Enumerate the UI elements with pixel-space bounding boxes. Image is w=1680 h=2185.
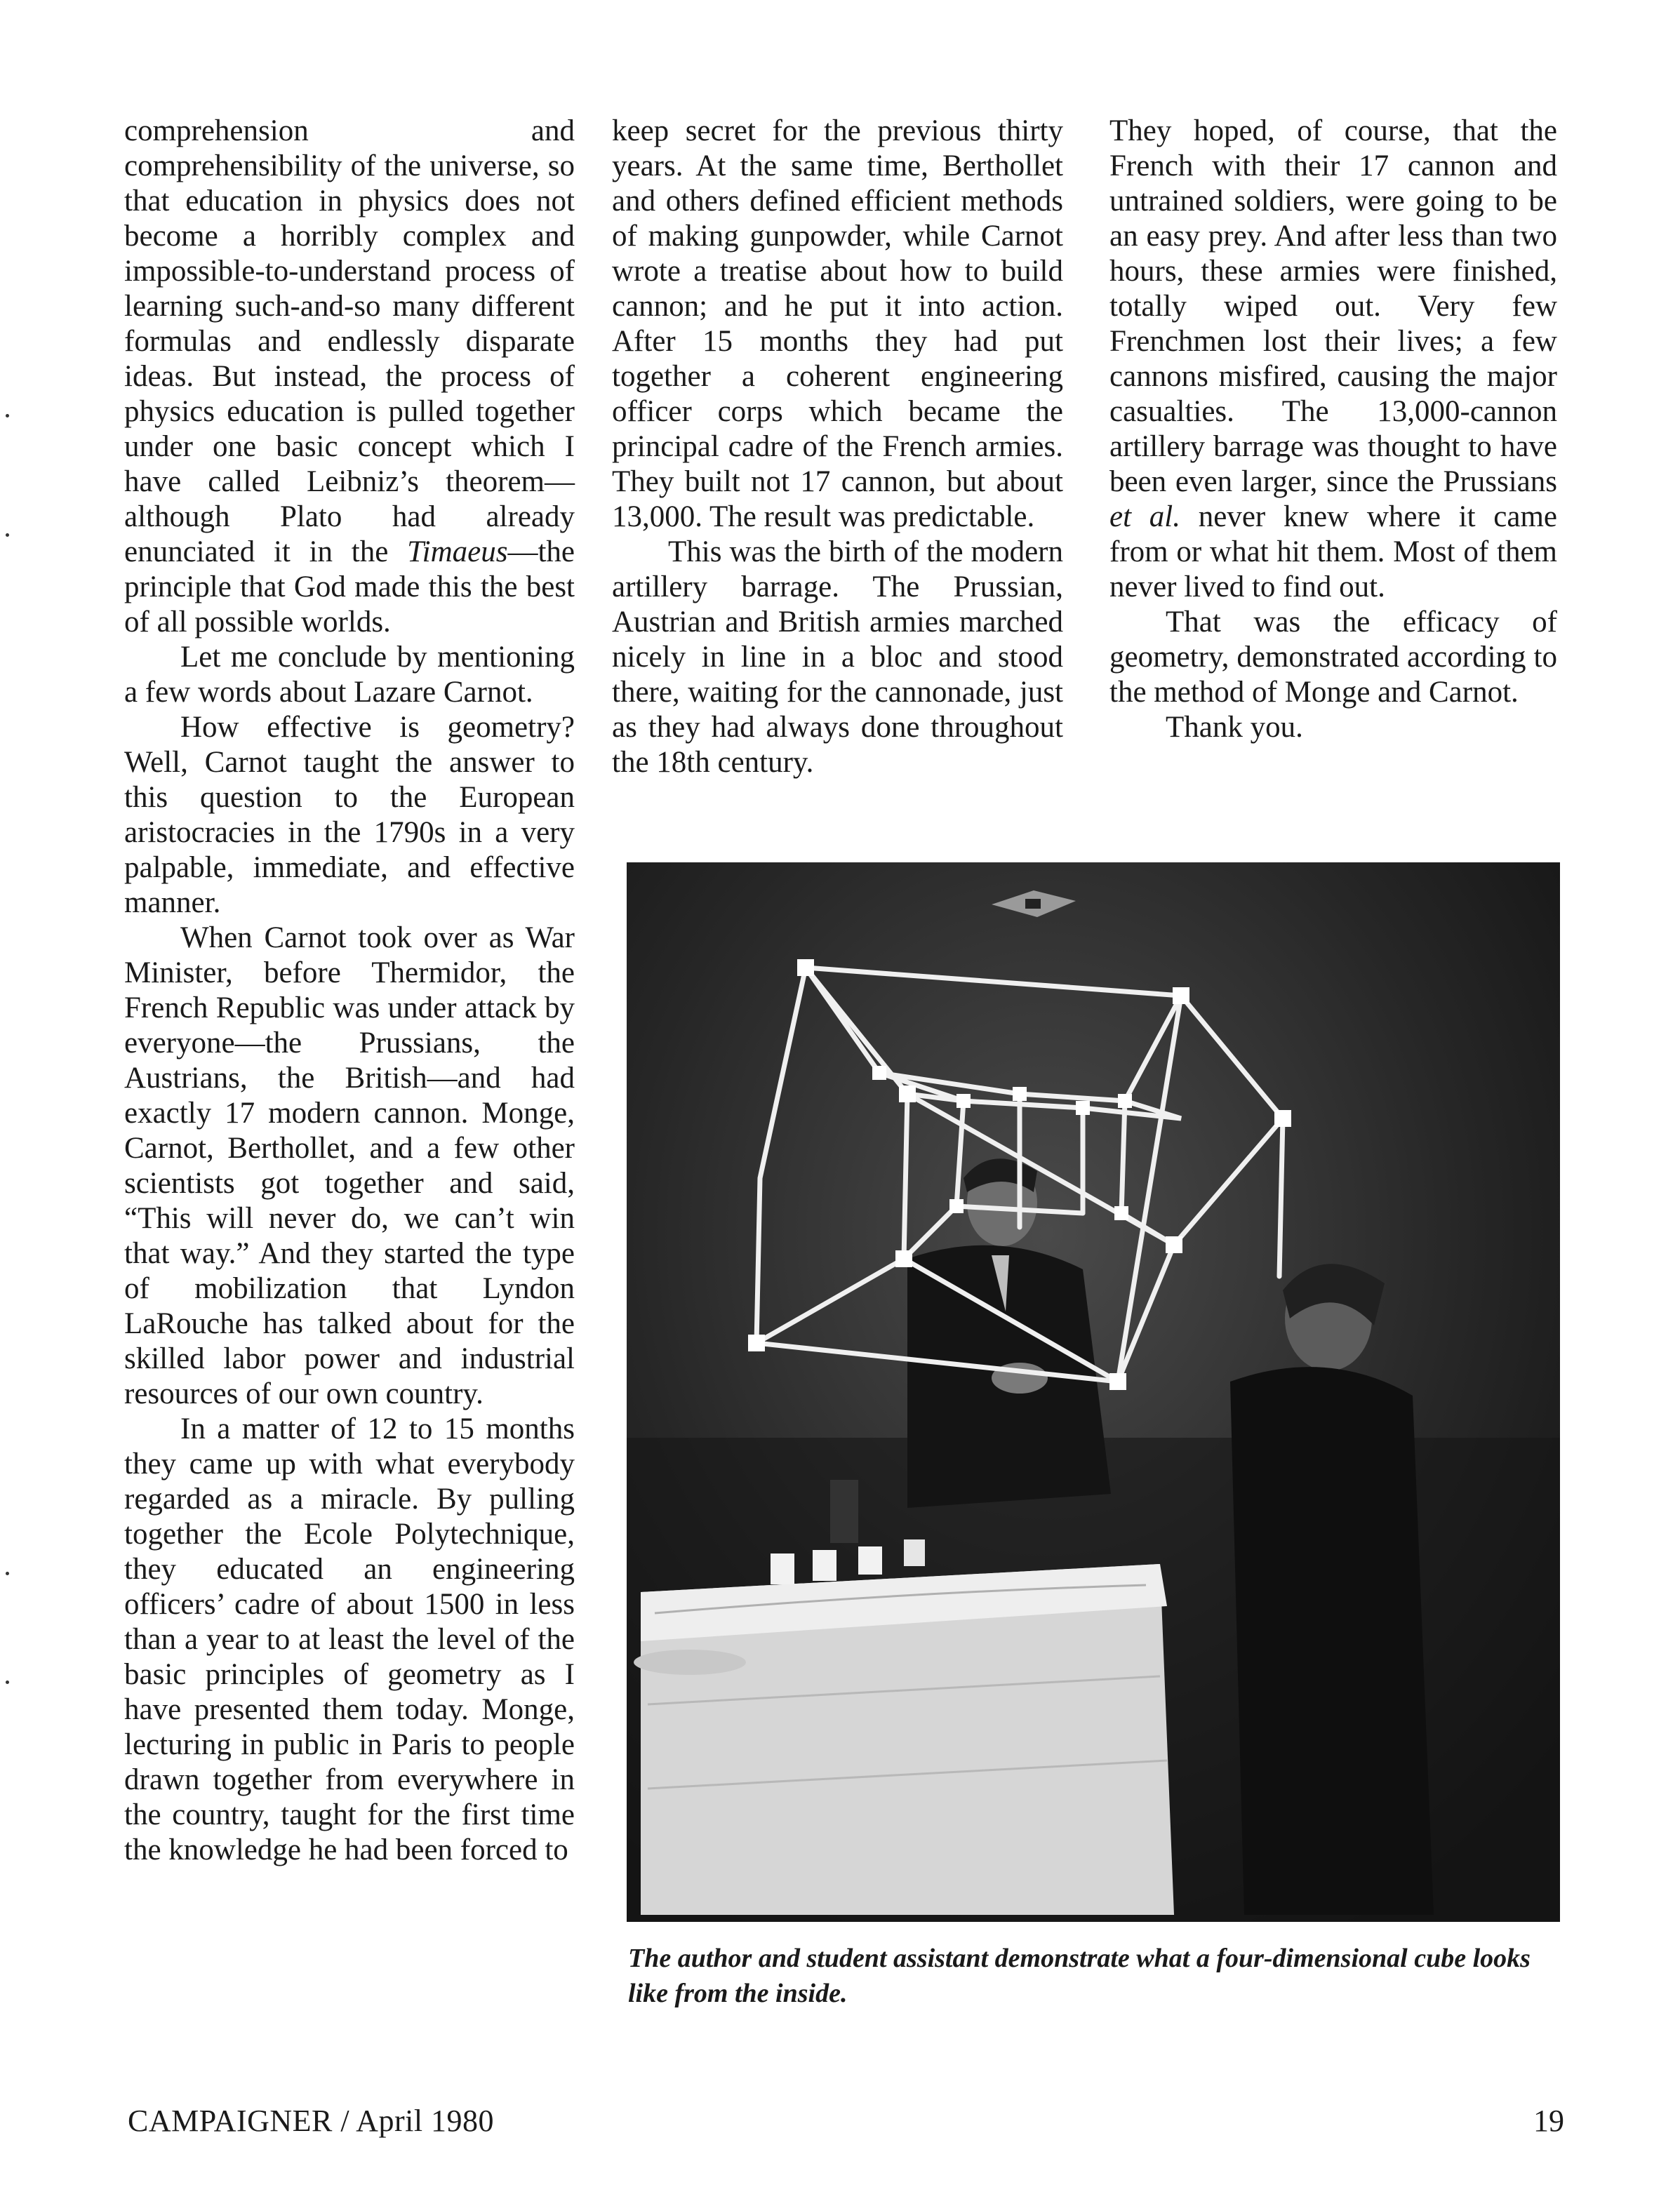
text-column-1 bbox=[124, 114, 575, 1868]
text-column-3 bbox=[1109, 114, 1557, 745]
emphasis: et al. bbox=[1109, 500, 1180, 533]
paragraph: In a matter of 12 to 15 months they came up with what everybody regarded as a miracle. By pulling together the Ecole Polytechnique, they educated an engineering officers’ cadre of about 1500 in less than a year to at least the level of the basic principles of geometry as I have presented them today. Monge, lecturing in public in Paris to people drawn together from everywhere in the country, taught for the first time the knowledge he had been forced to bbox=[124, 1412, 575, 1866]
photo-four-dimensional-cube bbox=[627, 862, 1560, 1922]
photo-illustration bbox=[627, 862, 1560, 1922]
paragraph: When Carnot took over as War Minister, before Thermidor, the French Republic was under attack by everyone—the Prussians, the Austrians, the British—and had exactly 17 modern cannon. Monge, Carnot, Berthollet, and a few other scientists got together and said, “This will never do, we can’t win that way.” And they started the type of mobilization that Lyndon LaRouche has talked about for the skilled labor power and industrial resources of our own country. bbox=[124, 921, 575, 1410]
paragraph: Let me conclude by mentioning a few words about Lazare Carnot. bbox=[124, 641, 575, 709]
bottle bbox=[830, 1480, 858, 1543]
cup bbox=[858, 1546, 882, 1575]
cup bbox=[771, 1553, 794, 1584]
margin-mark bbox=[6, 533, 9, 537]
margin-mark bbox=[6, 414, 9, 417]
cup bbox=[813, 1550, 836, 1581]
cup bbox=[904, 1539, 925, 1566]
emphasis: Timaeus bbox=[407, 535, 508, 568]
paragraph: keep secret for the previous thirty years. At the same time, Berthollet and others defined efficient methods of making gunpowder, while Carnot wrote a treatise about how to build cannon; and he put it into action. After 15 months they had put together a coherent engineering officer corps which became the principal cadre of the French armies. They built not 17 cannon, but about 13,000. The result was predictable. bbox=[612, 114, 1063, 533]
margin-mark bbox=[6, 1572, 9, 1575]
margin-mark bbox=[6, 1680, 9, 1684]
paragraph: Thank you. bbox=[1166, 711, 1303, 744]
paragraph: That was the efficacy of geometry, demonstrated according to the method of Monge and Carnot. bbox=[1109, 606, 1557, 709]
paragraph: How effective is geometry? Well, Carnot taught the answer to this question to the European aristocracies in the 1790s in a very palpable, immediate, and effective manner. bbox=[124, 711, 575, 919]
paragraph: They hoped, of course, that the French with their 17 cannon and untrained soldiers, were going to be an easy prey. And after less than two hours, these armies were finished, totally wiped out. Very few Frenchmen lost their lives; a few cannons misfired, causing the major casualties. The 13,000-cannon artillery barrage was thought to have been even larger, since the Prussians et al. never knew where it came from or what hit them. Most of them never lived to find out. bbox=[1109, 114, 1557, 603]
paragraph: comprehension and comprehensibility of the universe, so that education in physics does not become a horribly complex and impossible-to-understand process of learning such-and-so many different formulas and endlessly disparate ideas. But instead, the process of physics education is pulled together under one basic concept which I have called Leibniz’s theorem—although Plato had already enunciated it in the Timaeus—the principle that God made this the best of all possible worlds. bbox=[124, 114, 575, 639]
paragraph: This was the birth of the modern artillery barrage. The Prussian, Austrian and British armies marched nicely in line in a bloc and stood there, waiting for the cannonade, just as they had always done throughout the 18th century. bbox=[612, 535, 1063, 779]
text-column-2 bbox=[612, 114, 1063, 780]
publication-footer: CAMPAIGNER / April 1980 bbox=[128, 2104, 495, 2138]
page-number: 19 bbox=[1533, 2104, 1564, 2138]
photo-caption: The author and student assistant demonstrate what a four-dimensional cube looks like from the inside. bbox=[628, 1944, 1531, 2008]
